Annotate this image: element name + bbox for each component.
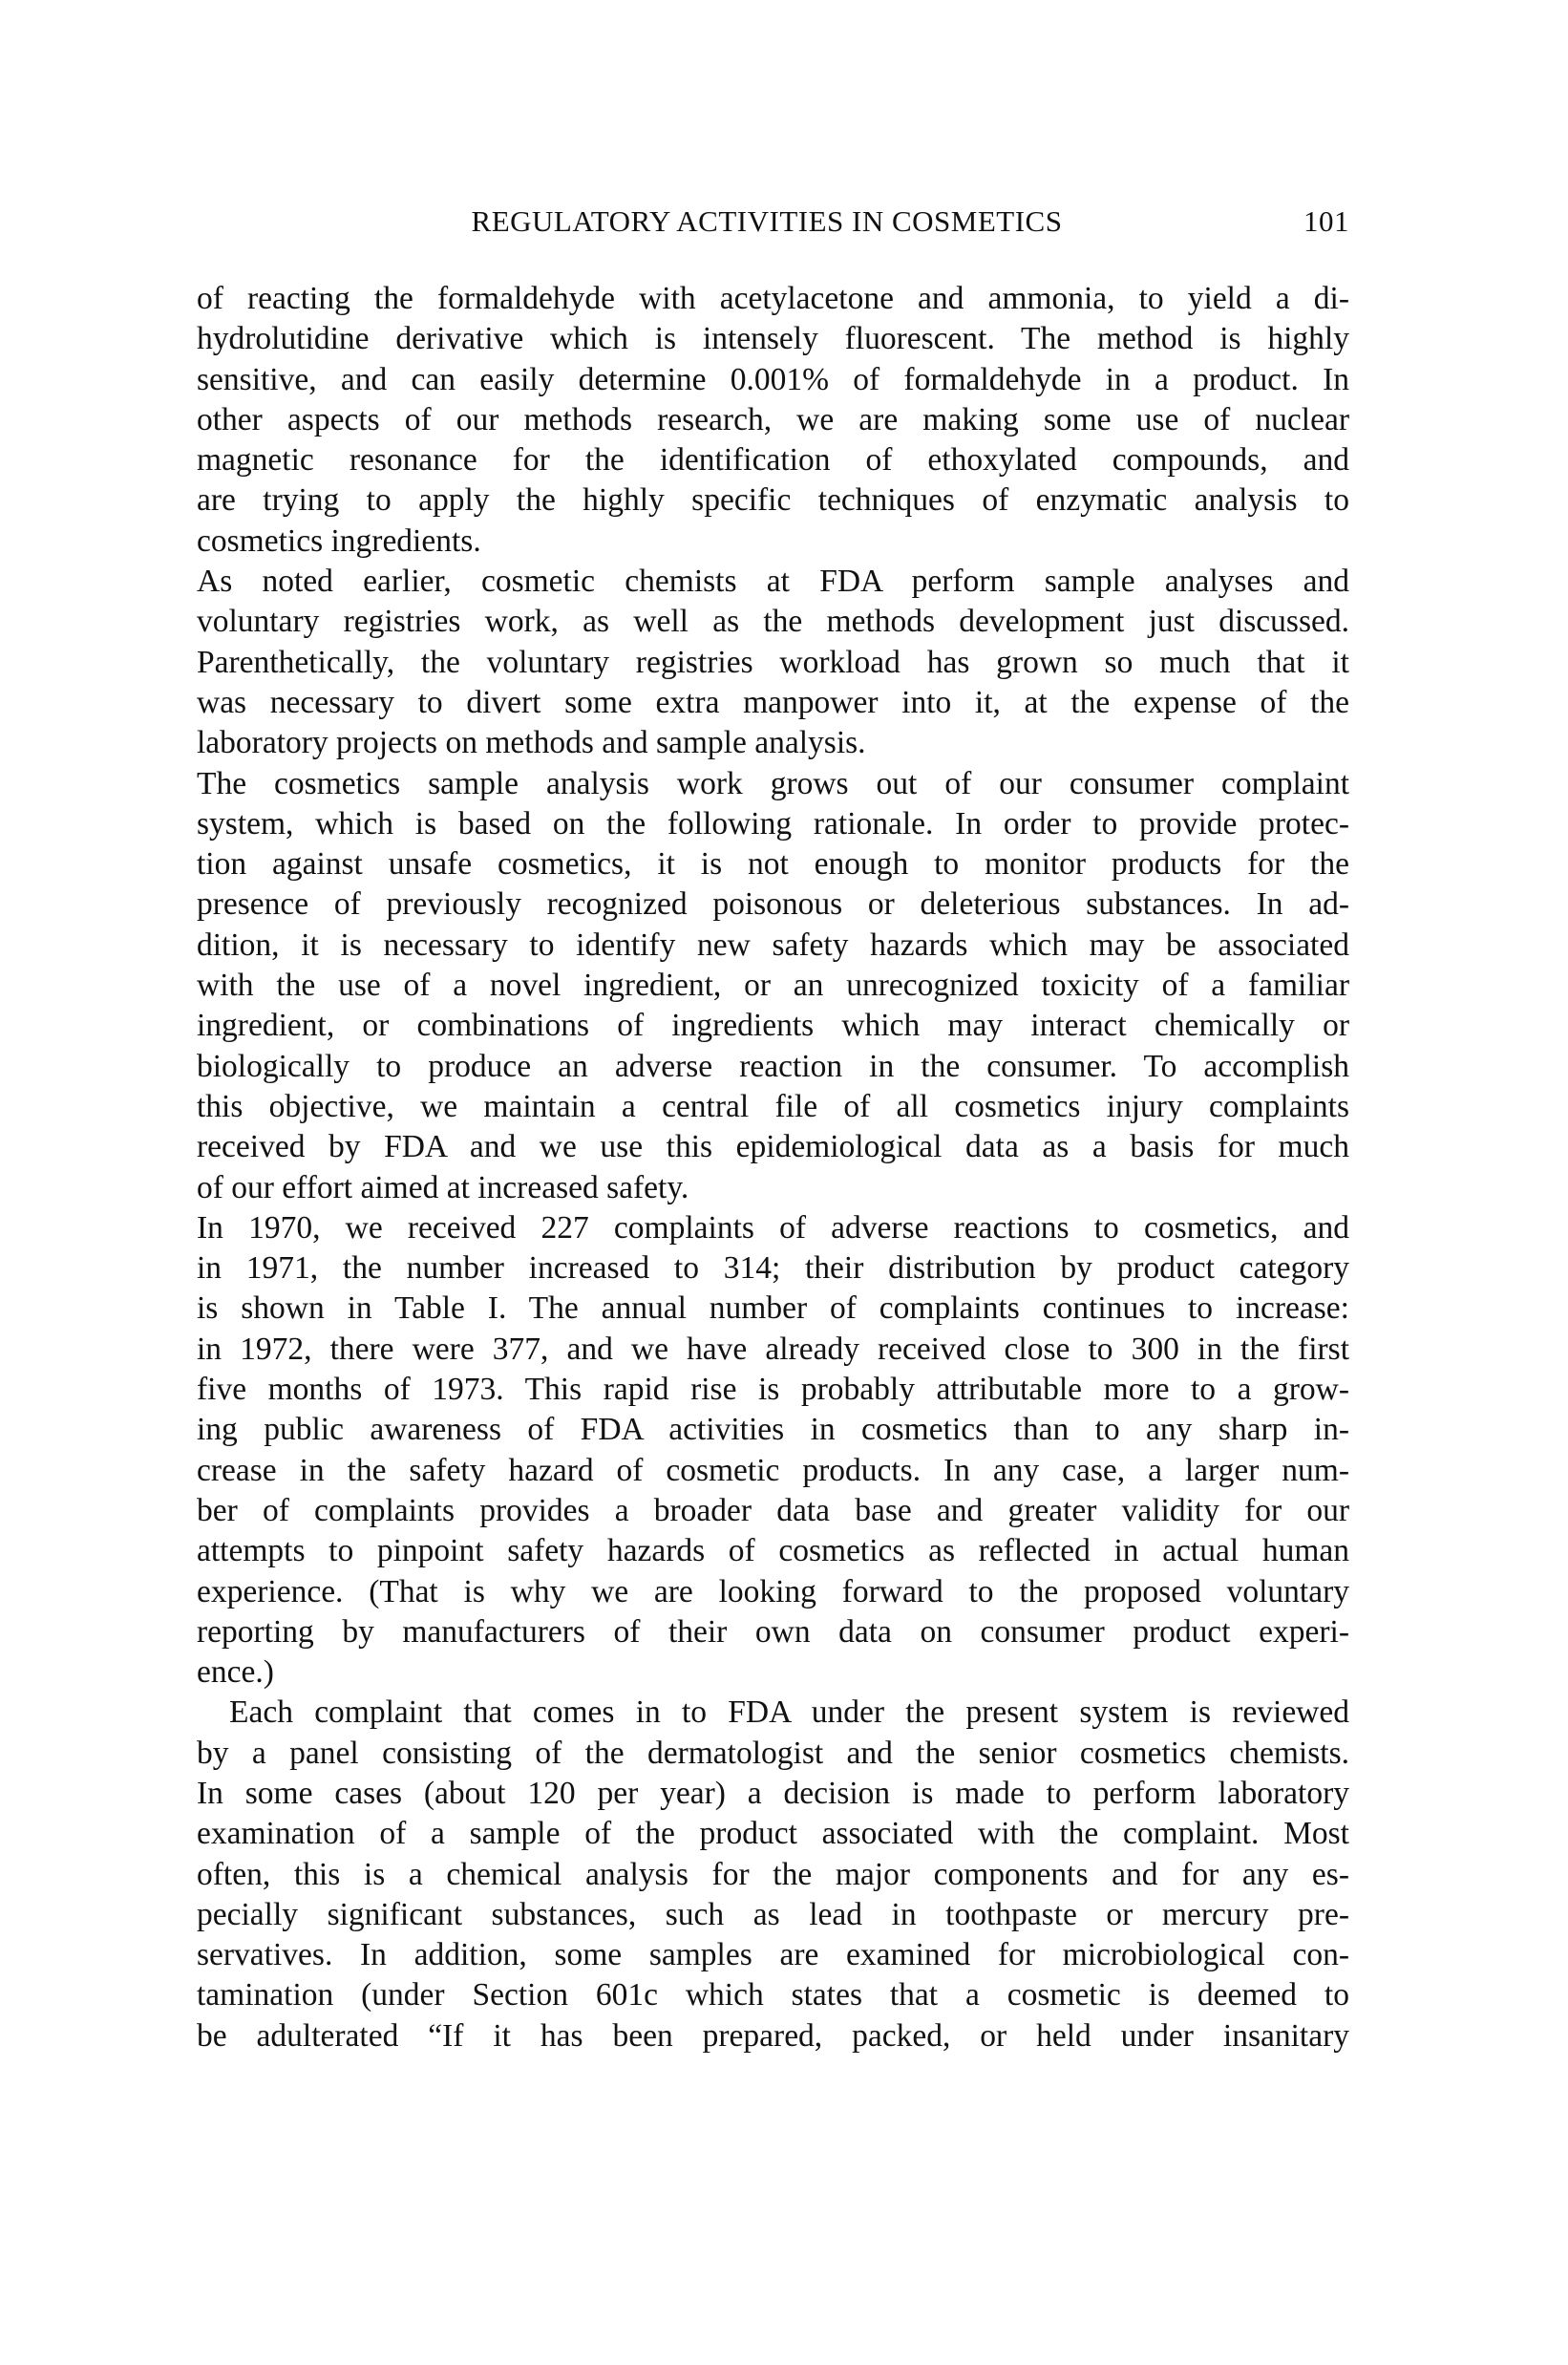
text-line: cosmetics ingredients. (197, 522, 481, 559)
text-line: In some cases (about 120 per year) a decision is made to perform laboratory (197, 1775, 1349, 1811)
text-line: In 1970, we received 227 complaints of adverse reactions to cosmetics, and (197, 1209, 1349, 1246)
text-line: was necessary to divert some extra manpower into it, at the expense of the (197, 684, 1349, 720)
text-line: be adulterated “If it has been prepared, packed, or held under insanitary (197, 2017, 1349, 2054)
text-line: in 1971, the number increased to 314; their distribution by product category (197, 1250, 1349, 1287)
text-line: biologically to produce an adverse reaction in the consumer. To accomplish (197, 1048, 1349, 1084)
text-line: dition, it is necessary to identify new safety hazards which may be associated (197, 927, 1349, 963)
text-line: The cosmetics sample analysis work grows out of our consumer complaint (197, 765, 1349, 801)
paragraph (197, 1208, 1349, 1694)
running-title: REGULATORY ACTIVITIES IN COSMETICS (471, 204, 1063, 238)
text-line: ber of complaints provides a broader data base and greater validity for our (197, 1492, 1349, 1528)
text-line: laboratory projects on methods and sample analysis. (197, 725, 866, 761)
text-line: received by FDA and we use this epidemiological data as a basis for much (197, 1129, 1349, 1165)
text-line: pecially significant substances, such as lead in toothpaste or mercury pre- (197, 1896, 1349, 1932)
text-line: of our effort aimed at increased safety. (197, 1169, 689, 1205)
text-line: attempts to pinpoint safety hazards of cosmetics as reflected in actual human (197, 1533, 1349, 1569)
paragraph (197, 764, 1349, 1208)
text-line: system, which is based on the following rationale. In order to provide protec- (197, 805, 1349, 842)
paragraph (197, 562, 1349, 763)
body-text (197, 279, 1349, 2056)
text-line: servatives. In addition, some samples are examined for microbiological con- (197, 1937, 1349, 1973)
text-line: are trying to apply the highly specific techniques of enzymatic analysis to (197, 482, 1349, 519)
paragraph (197, 1693, 1349, 2056)
text-line: crease in the safety hazard of cosmetic products. In any case, a larger num- (197, 1452, 1349, 1488)
text-line: reporting by manufacturers of their own data on consumer product experi- (197, 1613, 1349, 1650)
text-line: magnetic resonance for the identification of ethoxylated compounds, and (197, 442, 1349, 479)
text-line: other aspects of our methods research, we are making some use of nuclear (197, 401, 1349, 437)
text-line: tamination (under Section 601c which states that a cosmetic is deemed to (197, 1977, 1349, 2013)
text-line: by a panel consisting of the dermatologist and the senior cosmetics chemists. (197, 1735, 1349, 1771)
text-line: experience. (That is why we are looking forward to the proposed voluntary (197, 1573, 1349, 1609)
text-line: examination of a sample of the product associated with the complaint. Most (197, 1816, 1349, 1852)
text-line: with the use of a novel ingredient, or an unrecognized toxicity of a familiar (197, 968, 1349, 1004)
text-line: sensitive, and can easily determine 0.001% of formaldehyde in a product. In (197, 361, 1349, 397)
text-line: ingredient, or combinations of ingredients which may interact chemically or (197, 1008, 1349, 1044)
text-line: is shown in Table I. The annual number of complaints continues to increase: (197, 1290, 1349, 1327)
text-line: voluntary registries work, as well as the methods development just discussed. (197, 604, 1349, 640)
text-line: in 1972, there were 377, and we have already received close to 300 in the first (197, 1331, 1349, 1367)
text-line: ence.) (197, 1654, 274, 1691)
text-line: ing public awareness of FDA activities in cosmetics than to any sharp in- (197, 1412, 1349, 1448)
paragraph (197, 279, 1349, 562)
text-line: As noted earlier, cosmetic chemists at FDA perform sample analyses and (197, 564, 1349, 600)
text-line: Each complaint that comes in to FDA under the present system is reviewed (229, 1694, 1349, 1731)
text-line: tion against unsafe cosmetics, it is not enough to monitor products for the (197, 846, 1349, 883)
text-line: presence of previously recognized poisonous or deleterious substances. In ad- (197, 886, 1349, 923)
text-line: five months of 1973. This rapid rise is probably attributable more to a grow- (197, 1372, 1349, 1408)
text-line: Parenthetically, the voluntary registries workload has grown so much that it (197, 644, 1349, 680)
text-line: hydrolutidine derivative which is intensely fluorescent. The method is highly (197, 321, 1349, 357)
text-line: often, this is a chemical analysis for the major components and for any es- (197, 1856, 1349, 1892)
text-line: of reacting the formaldehyde with acetylacetone and ammonia, to yield a di- (197, 281, 1349, 316)
text-line: this objective, we maintain a central file of all cosmetics injury complaints (197, 1088, 1349, 1124)
running-head (197, 204, 1349, 246)
page-number: 101 (1303, 204, 1349, 238)
